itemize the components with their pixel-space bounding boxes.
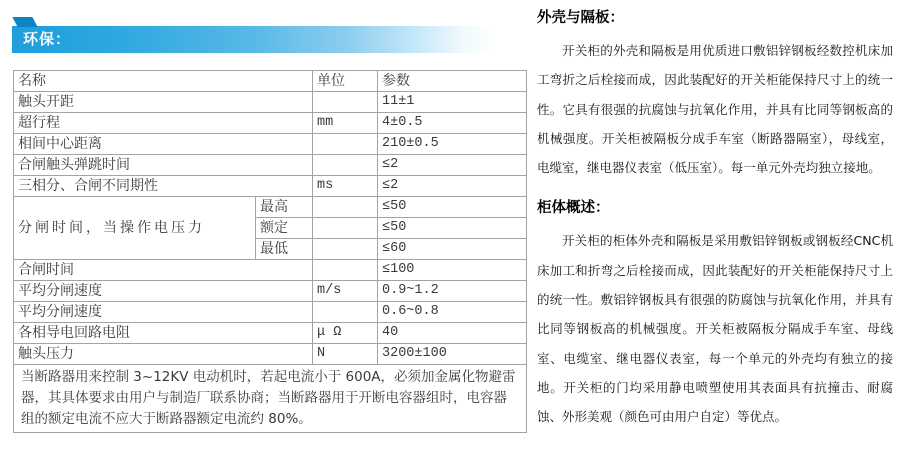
right-text-pane [537, 8, 893, 448]
spec-row [14, 260, 527, 281]
spec-value-cell: 210±0.5 [378, 134, 527, 155]
spec-name-cell: 三相分、合闸不同期性 [14, 176, 313, 197]
spec-name-cell: 分闸时间，当操作电压力 [14, 197, 256, 260]
spec-value-cell: ≤60 [378, 239, 527, 260]
spec-value-cell: 0.6~0.8 [378, 302, 527, 323]
spec-unit-cell [313, 197, 378, 218]
spec-value-cell: 3200±100 [378, 344, 527, 365]
spec-name-cell: 平均分闸速度 [14, 302, 313, 323]
spec-value-cell: 11±1 [378, 92, 527, 113]
section-heading-shell: 外壳与隔板： [537, 10, 624, 26]
spec-value-cell: ≤50 [378, 197, 527, 218]
section-heading-cabinet: 柜体概述： [537, 200, 610, 217]
spec-value-cell: ≤2 [378, 176, 527, 197]
spec-name-cell: 合闸时间 [14, 260, 313, 281]
spec-unit-cell: N [313, 344, 378, 365]
spec-unit-cell [313, 92, 378, 113]
spec-unit-cell [313, 260, 378, 281]
spec-row [14, 92, 527, 113]
spec-name-cell: 合闸触头弹跳时间 [14, 155, 313, 176]
spec-unit-cell [313, 134, 378, 155]
column-header-name: 名称 [14, 71, 313, 92]
spec-row [14, 344, 527, 365]
banner-corner-decoration [12, 17, 37, 27]
spec-value-cell: 0.9~1.2 [378, 281, 527, 302]
column-header-unit: 单位 [313, 71, 378, 92]
spec-name-cell: 触头压力 [14, 344, 313, 365]
spec-name-cell: 触头开距 [14, 92, 313, 113]
spec-row [14, 155, 527, 176]
spec-name-cell: 超行程 [14, 113, 313, 134]
spec-unit-cell [313, 218, 378, 239]
table-footnote-row [14, 365, 527, 433]
section-body-shell: 开关柜的外壳和隔板是用优质进口敷铝锌钢板经数控机床加工弯折之后栓接而成，因此装配好的开关柜能保持尺寸上的统一性。它具有很强的抗腐蚀与抗氧化作用，并具有比同等钢板高的机械强度。开关柜被隔板分成手车室（断路器隔室），母线室，电缆室，继电器仪表室（低压室）。每一单元外壳均独立接地。 [537, 43, 893, 176]
section-body-cabinet: 开关柜的柜体外壳和隔板是采用敷铝锌钢板或钢板经CNC机床加工和折弯之后栓接而成，因此装配好的开关柜能保持尺寸上的统一性。敷铝锌钢板具有很强的防腐蚀与抗氧化作用，并具有比同等钢板高的机械强度。开关柜被隔板分隔成手车室、母线室、电缆室、继电器仪表室，每一个单元的外壳均有独立的接地。开关柜的门均采用静电喷塑使用其表面具有抗撞击、耐腐蚀、外形美观（颜色可由用户自定）等优点。 [537, 233, 893, 425]
spec-name-cell: 平均分闸速度 [14, 281, 313, 302]
spec-table [13, 70, 527, 433]
spec-row [14, 302, 527, 323]
table-header-row [14, 71, 527, 92]
section-shell-and-partition [537, 8, 893, 182]
spec-row [14, 323, 527, 344]
spec-name-cell: 相间中心距离 [14, 134, 313, 155]
spec-value-cell: 4±0.5 [378, 113, 527, 134]
spec-subname-cell: 最高 [256, 197, 313, 218]
section-banner [12, 26, 504, 53]
spec-unit-cell [313, 155, 378, 176]
table-footnote: 当断路器用来控制 3~12KV 电动机时，若起电流小于 600A，必须加金属化物避雷器，其具体要求由用户与制造厂联系协商；当断路器用于开断电容器组时，电容器组的额定电流不应大于断路器额定电流约 80%。 [14, 365, 527, 433]
spec-unit-cell [313, 239, 378, 260]
spec-value-cell: 40 [378, 323, 527, 344]
spec-subname-cell: 额定 [256, 218, 313, 239]
spec-value-cell: ≤50 [378, 218, 527, 239]
spec-unit-cell: μ Ω [313, 323, 378, 344]
section-cabinet-overview [537, 198, 893, 431]
spec-unit-cell: m/s [313, 281, 378, 302]
spec-row [14, 197, 527, 218]
column-header-value: 参数 [378, 71, 527, 92]
spec-value-cell: ≤100 [378, 260, 527, 281]
spec-row [14, 113, 527, 134]
spec-value-cell: ≤2 [378, 155, 527, 176]
spec-row [14, 134, 527, 155]
spec-row [14, 176, 527, 197]
banner-title: 环保： [23, 30, 72, 48]
spec-name-cell: 各相导电回路电阻 [14, 323, 313, 344]
spec-subname-cell: 最低 [256, 239, 313, 260]
spec-unit-cell: mm [313, 113, 378, 134]
spec-unit-cell: ms [313, 176, 378, 197]
spec-row [14, 281, 527, 302]
spec-unit-cell [313, 302, 378, 323]
